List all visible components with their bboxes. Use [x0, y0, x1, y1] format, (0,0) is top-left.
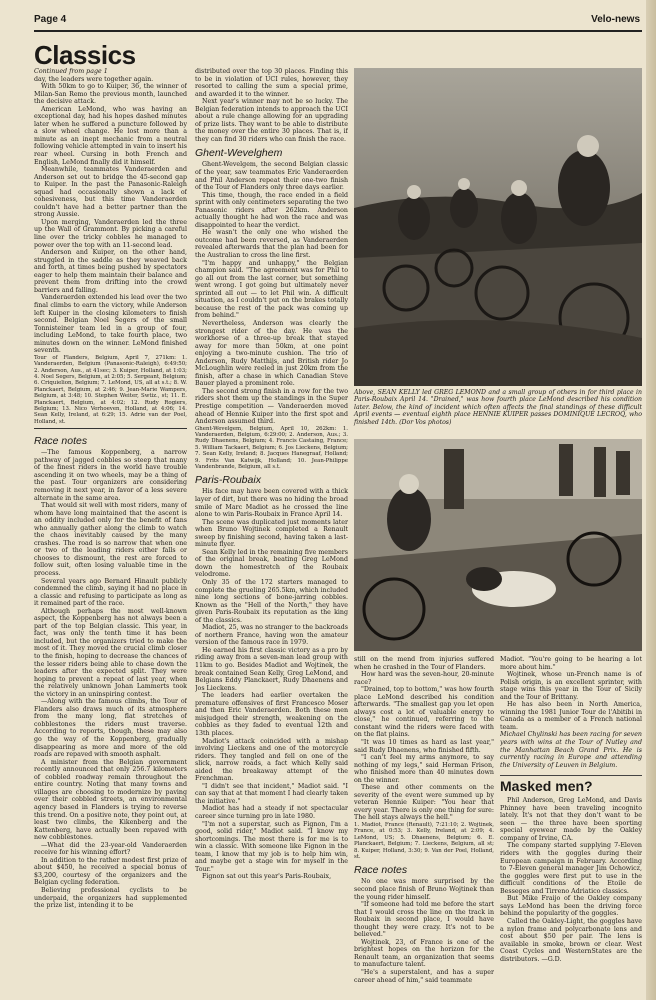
- publication-name: Velo-news: [591, 14, 640, 25]
- paragraph: —The famous Koppenberg, a narrow pathway of jagged cobbles so steep that many of the finest riders in the world have trouble ascending it on two wheels, may be a thing of the past. Tour organizers are considering removing it next year, in favor of a less severe alternate in the same area.: [34, 449, 187, 502]
- paragraph: Ghent-Wevelgem, the second Belgian classic of the year, saw teammates Eric Vanderaerden and Phil Anderson repeat their one-two finish of the Tour of Flanders only three days earlier.: [195, 161, 348, 192]
- page-edge: [646, 0, 656, 1000]
- paragraph: He has also been in North America, winning the 1981 Junior Tour de l'Abitibi in Canada as a member of a French national team.: [500, 701, 642, 731]
- paragraph: Believing professional cyclists to be underpaid, the organizers had supplemented the prize list, intending it to be: [34, 886, 187, 910]
- paragraph: The scene was duplicated just moments later when Bruno Wojtinek completed a Renault sweep by finishing second, having taken a last-minute flyer.: [195, 518, 348, 549]
- photo-bottom-image: [354, 439, 642, 651]
- column-1: [34, 68, 187, 994]
- paragraph: Phil Anderson, Greg LeMond, and Davis Phinney have been traveling incognito lately. It's not that they don't want to be seen — the three have been sporting special eyewear made by the Oakley company of Irvine, CA.: [500, 797, 642, 842]
- paragraph: —Along with the famous climbs, the Tour of Flanders also draws much of its atmosphere from the many long, flat stretches of cobblestones the riders must traverse. According to reports, though, these may also go the way of the Koppenberg, gradually disappearing as more and more of the old roads are repaved with smooth asphalt.: [34, 698, 187, 759]
- paragraph: A minister from the Belgian government recently announced that only 256.7 kilometers of cobbled roadway remain throughout the entire country. Noting that many towns and villages are choosing to modernize by paving over their cobbled streets, an environmental agency based in Flanders is trying to reverse this trend. On a positive note, they point out, at least two climbs, the Kikenberg and the Kattenberg, have actually been repaved with new cobblestones.: [34, 758, 187, 842]
- paragraph: Upon merging, Vanderaerden led the three up the Wall of Grammont. By picking a careful line over the tricky cobbles he managed to power over the top with an 11-second lead.: [34, 218, 187, 249]
- paragraph: These and other comments on the severity of the event were summed up by veteran Hennie Kuiper: "You hear that every year. There is only one thing for sure: The hell stays always the hell.": [354, 784, 494, 822]
- paragraph: "I can't feel my arms anymore, to say nothing of my legs," said Herman Frison, who finished more than 40 minutes down on the winner.: [354, 754, 494, 784]
- photo-caption: Above, SEAN KELLY led GREG LEMOND and a small group of others in for third place in Paris-Roubaix April 14. "Drained," was how fourth place LeMond described his condition later. Below, the kind of incident which often affects the final standings of these difficult April events — eventual eighth place HENNIE KUIPER passes DOMINIQUE LECROQ, who finished 14th. (Dor Vos photos): [354, 389, 642, 426]
- column-2: [195, 68, 348, 994]
- paragraph: But Mike Fraijo of the Oakley company says LeMond has been the driving force behind the popularity of the goggles.: [500, 895, 642, 918]
- paragraph: Only 35 of the 172 starters managed to complete the grueling 265.5km, which included nine long sections of bone-jarring cobbles. Known as the "Hell of the North," they have given Paris-Roubaix its reputation as the king of the classics.: [195, 579, 348, 624]
- paragraph: That would sit well with most riders, many of whom have long maintained that the ascent is an oddity included only for the benefit of fans who annually gather along the climb to watch the chaos inevitably caused by the many crashes. The road is so narrow that when one or two of the leading riders either falls or chooses to dismount, the rest are forced to follow suit, often losing valuable time in the process.: [34, 502, 187, 577]
- paragraph: "I didn't see that incident," Madiot said. "I can say that at that moment I had clearly taken the initiative.": [195, 782, 348, 805]
- paragraph: He earned his first classic victory as a pro by riding away from a seven-man lead group with 11km to go. Besides Madiot and Wojtinek, the break contained Sean Kelly, Greg LeMond, and Belgians Eddy Planckaert, Rudy Dhaenens and Jos Lieckens.: [195, 646, 348, 692]
- paragraph: In addition to the rather modest first prize of about $450, he received a special bonus of $3,200, courtesy of the organizers and the Belgian cycling federation.: [34, 856, 187, 887]
- ghent-wevelgem-heading: Ghent-Wevelghem: [195, 147, 283, 160]
- paragraph: Meanwhile, teammates Vanderaerden and Anderson set out to bridge the 45-second gap to Kuiper. In the past the Panasonic-Raleigh squad had occasionally shown a lack of cohesiveness, but this time Vanderaerden couldn't have had a better partner than the strong Aussie.: [34, 166, 187, 219]
- paragraph: How hard was the seven-hour, 20-minute race?: [354, 671, 494, 686]
- paragraph: No one was more surprised by the second place finish of Bruno Wojtinek than the young rider himself.: [354, 878, 494, 901]
- race-notes-heading: Race notes: [354, 864, 408, 877]
- photo-top-image: [354, 68, 642, 386]
- paragraph: Fignon sat out this year's Paris-Roubaix,: [202, 873, 332, 881]
- paragraph: "I'm not a superstar, such as Fignon, I'm a good, solid rider," Madiot said. "I know my shortcomings. The most there is for me is to win a classic. With someone like Fignon in the team, I know that my job is to help him win, and maybe get a stage win for myself in the Tour.": [195, 820, 348, 873]
- race-photo-bottom: [354, 439, 642, 651]
- paragraph: "He's a superstalent, and has a super career ahead of him," said teammate: [354, 969, 494, 984]
- paragraph: Madiot's attack coincided with a mishap involving Lieckens and one of the motorcycle riders. They tangled and fell on one of the slick, narrow roads, a fact which Kelly said aided the breakaway attempt of the Frenchman.: [195, 737, 348, 783]
- paragraph: Anderson and Kuiper, on the other hand, struggled in the saddle as they weaved back and forth, at times being pushed by spectators eager to help them maintain their balance and prevent them from drifting into the crowd barriers and falling.: [34, 249, 187, 294]
- paragraph: distributed over the top 30 places. Finding this to be in violation of UCI rules, however, they resorted to calling the sum a special prime, and awarded it to the winner.: [195, 68, 348, 98]
- race-photo-top: [354, 68, 642, 386]
- paragraph: Madiot, 25, was no stranger to the backroads of northern France, having won the amateur version of the famous race in 1979.: [195, 624, 348, 647]
- page-number: Page 4: [34, 14, 67, 25]
- column-3: [354, 656, 494, 994]
- paragraph: Nevertheless, Anderson was clearly the strongest rider of the day. He was the workhorse of a three-up break that stayed away for more than 50km, at one point enjoying a two-minute cushion. The trio of Anderson, Rudy Matthijs, and British rider Jo McLoughlin were reeled in just 20km from the finish, after a chase in which Canadian Steve Bauer played a prominent role.: [195, 319, 348, 388]
- paragraph: Next year's winner may not be so lucky. The Belgian federation intends to approach the UCI about a rule change allowing for an upgrading of prize lists. They want to be able to distribute the money over the entire 30 places. That is, if they can find 30 riders who can finish the race.: [195, 98, 348, 143]
- paragraph: He wasn't the only one who wished the outcome had been reversed, as Vanderaerden revealed afterwards that the plan had been for the Australian to cross the line first.: [195, 229, 348, 260]
- paragraph: still on the mend from injuries suffered when he crashed in the Tour of Flanders.: [354, 656, 494, 671]
- paragraph: "It was 10 times as hard as last year," said Rudy Dhaenens, who finished fifth.: [354, 739, 494, 754]
- masked-men-heading: Masked men?: [500, 775, 642, 794]
- paragraph: This time, though, the race ended in a field sprint with only centimeters separating the two Panasonic riders after 262km. Anderson actually thought he had won the race and was disappointed to hear the verdict.: [195, 191, 348, 229]
- author-bio: Michael Chylinski has been racing for seven years with wins at the Tour of Nutley and the Manhattan Beach Grand Prix. He is currently racing in Europe and attending the University of Leuven in Belgium.: [500, 731, 642, 769]
- paragraph: —What did the 23-year-old Vanderaerden receive for his winning effort?: [34, 841, 187, 857]
- section-title: Classics: [34, 40, 136, 70]
- paragraph: The second strong finish in a row for the two riders shot them up the standings in the Super Prestige competition — Vanderaerden moved ahead of Hennie Kuiper into the first spot and Anderson assumed third.: [195, 387, 348, 426]
- paragraph: Called the Oakley-Light, the goggles have a nylon frame and polycarbonate lens and cost about $50 per pair. The lens is available in smoke, brown or clear. West Coast Cycles and WesternStates are the distributors. —G.D.: [500, 917, 642, 963]
- paragraph: Madiot has had a steady if not spectacular career since turning pro in late 1980.: [195, 805, 348, 820]
- paragraph: His face may have been covered with a thick layer of dirt, but there was no hiding the broad smile of Marc Madiot as he crossed the line alone to win Paris-Roubaix in France April 14.: [195, 488, 348, 519]
- paragraph: The company started supplying 7-Eleven riders with the goggles during their European campaign in February. According to 7-Eleven general manager Jim Ochowicz, the goggles were first put to use in the difficult conditions of the Etoile de Besseges and Tirreno Adriatico classics.: [500, 842, 642, 895]
- paragraph: Madiot. "You're going to be hearing a lot more about him.": [500, 656, 642, 671]
- results-list: 1. Madiot, France (Renault), 7:21:10; 2. Wojtinek, France, at 0:53; 3. Kelly, Ireland, at 2:09; 4. LeMond, US; 5. Dhaenens, Belgium; 6. E. Planckaert, Belgium; 7. Lieckens, Belgium, all st; 8. Kuiper, Holland, 3:30; 9. Van der Poel, Holland, st.: [354, 822, 494, 861]
- paragraph: Wojtinek, whose un-French name is of Polish origin, is an excellent sprinter, with stage wins this year in the Tour of Sicily and the Tour of Brittany.: [500, 671, 642, 701]
- paragraph: "I'm happy and unhappy," the Belgian champion said. "The agreement was for Phil to go all out from the last corner, but something went wrong. I got going but ultimately never sprinted all out — to let Phil win. A difficult situation, as I couldn't put on the brakes totally because the rest of the pack was coming up from behind.": [195, 259, 348, 320]
- paragraph: Wojtinek, 23, of France is one of the brightest hopes on the horizon for the Renault team, an organization that seems to manufacture talent.: [354, 938, 494, 969]
- results-list: Ghent-Wevelgem, Belgium, April 10, 262km: 1. Vanderaerden, Belgium, 6:29:00; 2. Anderson, Aus.; 3. Rudy Dhaenens, Belgium; 4. Francis Castaing, France; 5. William Tackaert, Belgium; 6. Jos Lieckens, Belgium; 7. Sean Kelly, Ireland; 8. Jacques Hanegraaf, Holland; 9. Frits Van Katwijk, Holland; 10. Jean-Philippe Vandenbrande, Belgium, all s.t.: [195, 425, 348, 471]
- paragraph: Sean Kelly led in the remaining five members of the original break, beating Greg LeMond down the homestretch of the Roubaix velodrome.: [195, 548, 348, 579]
- paragraph: "Drained, top to bottom," was how fourth place LeMond described his condition afterwards. "The smallest gap you let open always cost a lot of valuable energy to close," he continued, referring to the constant wind the riders were faced with on the flat plains.: [354, 686, 494, 739]
- col1-body: [34, 76, 187, 426]
- continued-note: Continued from page 1: [34, 68, 108, 75]
- paragraph: Several years ago Bernard Hinault publicly condemned the climb, saying it had no place in a classic and refusing to participate as long as it remained part of the race.: [34, 577, 187, 608]
- paragraph: The leaders had earlier overtaken the premature offensives of first Francesco Moser and then Eric Vanderaerden. Both these men misjudged their strength, weakening on the cobbles as they faded to eventual 12th and 13th places.: [195, 692, 348, 737]
- paragraph: day, the leaders were together again.: [34, 75, 154, 83]
- paragraph: Vanderaerden extended his lead over the two final climbs to earn the victory, while Anderson left Kuiper in the closing kilometers to finish second. Belgian Noel Segers of the small Tonnisteiner team led in a group of four, including LeMond, to take fourth place, two minutes down on the winner. LeMond finished seventh.: [34, 294, 187, 355]
- race-notes-box: [34, 428, 187, 909]
- paragraph: With 50km to go to Kuiper, 36, the winner of Milan-San Remo the previous month, launched the decisive attack.: [34, 83, 187, 106]
- race-notes-heading: Race notes: [34, 435, 88, 448]
- header-rule: [34, 30, 642, 32]
- paragraph: Although perhaps the most well-known aspect, the Koppenberg has not always been a part of the top Belgian classic. This year, in fact, was only the tenth time it has been included, but the organizers tried to make the most of it. They moved the crucial climb closer to the finish, hoping to decrease the chances of the lesser riders being able to chase down the leaders after the expected split. They were hoping to prevent a repeat of last year, when the relatively unknown Johan Lammerts took the victory in an uninspiring contest.: [34, 607, 187, 698]
- paragraph: American LeMond, who was having an exceptional day, had his hopes dashed minutes later when he suffered a puncture followed by a slow wheel change. He lost more than a minute as an inept mechanic from a neutral following vehicle attempted in vain to insert his rear wheel. Cursing in both French and English, LeMond finally did it himself.: [34, 105, 187, 166]
- paris-roubaix-heading: Paris-Roubaix: [195, 474, 261, 487]
- paragraph: "If someone had told me before the start that I would cross the line on the track in Roubaix in second place, I would have thought they were crazy. It's not to be believed.": [354, 901, 494, 939]
- column-4: [500, 656, 642, 994]
- results-list: Tour of Flanders, Belgium, April 7, 271km: 1. Vanderaerden, Belgium (Panasonic-Raleigh), 6:49:50; 2. Anderson, Aus., at 41sec; 3. Kuiper, Holland, at 1:03; 4. Noel Segers, Belgium, at 2:05; 5. Sergeant, Belgium; 6. Criquielion, Belgium; 7. LeMond, US, all at s.t.; 8. W. Planckaert, Belgium, at 2:46; 9. Jean-Marie Wampers, Belgium, at 3:48; 10. Stephen Weiter, Swtiz., st; 11. E. Planckaert, Belgium, at 4:02; 12. Rudy Rogiers, Belgium; 13. Nico Verhoeven, Holland, at 4:06; 14. Sean Kelly, Ireland, at 6:29; 15. Adrie van der Poel, Holland, st.: [34, 354, 187, 425]
